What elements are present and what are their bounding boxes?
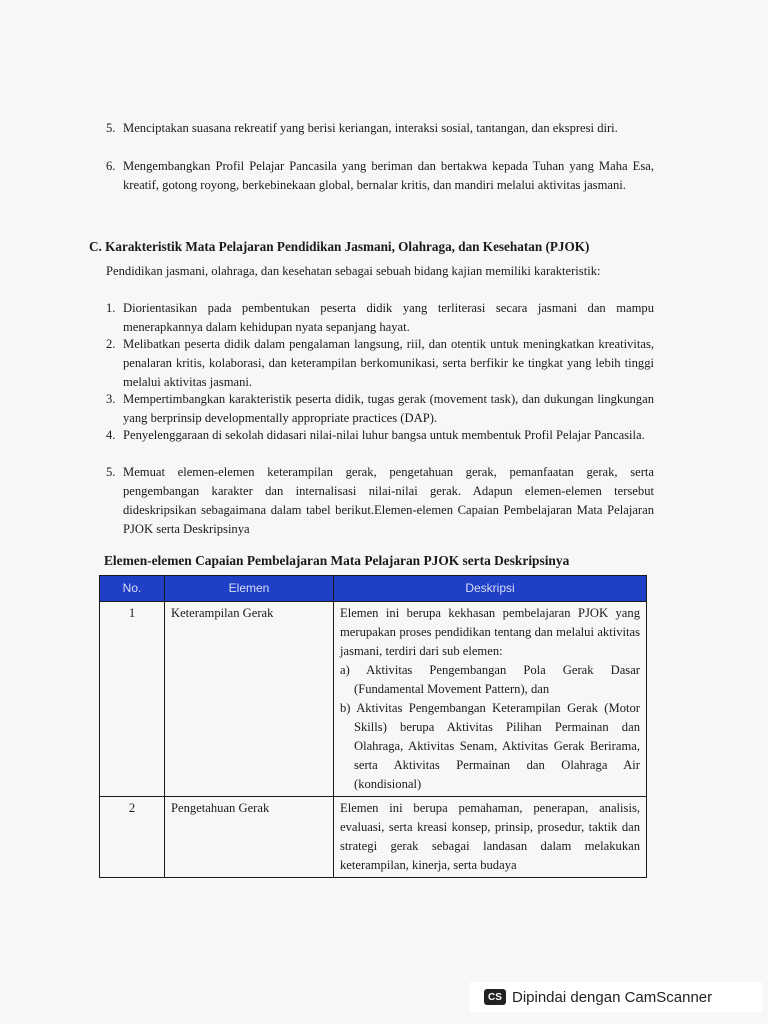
list-item-text: Diorientasikan pada pembentukan peserta didik yang terliterasi secara jasmani dan mampu menerapkannya dalam kehidupan nyata sepanjang hayat. bbox=[123, 301, 654, 334]
row-number: 2 bbox=[100, 797, 165, 878]
list-item-text: Mengembangkan Profil Pelajar Pancasila yang beriman dan bertakwa kepada Tuhan yang Maha Esa, kreatif, gotong royong, berkebinekaan global, bernalar kritis, dan mandiri melalui aktivitas jasmani. bbox=[123, 159, 654, 192]
list-item-number: 1. bbox=[106, 301, 116, 315]
list-item-text: Menciptakan suasana rekreatif yang berisi keriangan, interaksi sosial, tantangan, dan ekspresi diri. bbox=[123, 121, 618, 135]
watermark-label: Dipindai dengan CamScanner bbox=[512, 988, 713, 1006]
header-deskripsi: Deskripsi bbox=[334, 576, 647, 602]
section-intro: Pendidikan jasmani, olahraga, dan kesehatan sebagai sebuah bidang kajian memiliki karakteristik: bbox=[106, 264, 601, 278]
list-item-text: Melibatkan peserta didik dalam pengalaman langsung, riil, dan otentik untuk meningkatkan kreativitas, penalaran kritis, kolaborasi, dan keterampilan berkomunikasi, serta berfikir ke tingkat yang lebih tinggi melalui aktivitas jasmani. bbox=[123, 337, 654, 389]
camscanner-watermark bbox=[470, 982, 762, 1012]
list-item-number: 2. bbox=[106, 337, 116, 351]
row-description: Elemen ini berupa pemahaman, penerapan, analisis, evaluasi, serta kreasi konsep, prinsip, prosedur, taktik dan strategi gerak sebagai landasan dalam melakukan keterampilan, kinerja, serta budaya bbox=[334, 797, 647, 878]
list-item-number: 6. bbox=[106, 159, 116, 173]
list-item-number: 3. bbox=[106, 392, 116, 406]
list-item-number: 5. bbox=[106, 121, 116, 135]
table-row bbox=[100, 602, 647, 797]
table-header-row bbox=[100, 576, 647, 602]
row-description bbox=[334, 602, 647, 797]
list-item-text: Penyelenggaraan di sekolah didasari nilai-nilai luhur bangsa untuk membentuk Profil Pelajar Pancasila. bbox=[123, 428, 645, 442]
elements-table bbox=[99, 575, 647, 878]
row-element: Keterampilan Gerak bbox=[165, 602, 334, 797]
row-number: 1 bbox=[100, 602, 165, 797]
list-item-text: Memuat elemen-elemen keterampilan gerak, pengetahuan gerak, pemanfaatan gerak, serta pengembangan karakter dan internalisasi nilai-nilai gerak. Adapun elemen-elemen tersebut dideskripsikan sebagaimana dalam tabel berikut.Elemen-elemen Capaian Pembelajaran Mata Pelajaran PJOK serta Deskripsinya bbox=[123, 465, 654, 536]
header-no: No. bbox=[100, 576, 165, 602]
list-item-number: 5. bbox=[106, 465, 116, 479]
table-title: Elemen-elemen Capaian Pembelajaran Mata Pelajaran PJOK serta Deskripsinya bbox=[104, 553, 570, 568]
list-item-number: 4. bbox=[106, 428, 116, 442]
description-sub-b: b) Aktivitas Pengembangan Keterampilan Gerak (Motor Skills) berupa Aktivitas Pilihan Permainan dan Olahraga, Aktivitas Senam, Aktivitas Gerak Berirama, serta Aktivitas Permainan dan Olahraga Air (kondisional) bbox=[340, 701, 640, 791]
header-elemen: Elemen bbox=[165, 576, 334, 602]
table-row bbox=[100, 797, 647, 878]
description-intro: Elemen ini berupa kekhasan pembelajaran PJOK yang merupakan proses pendidikan tentang dan melalui aktivitas jasmani, terdiri dari sub elemen: bbox=[340, 606, 640, 658]
row-element: Pengetahuan Gerak bbox=[165, 797, 334, 878]
camscanner-logo-icon: CS bbox=[484, 989, 506, 1005]
list-item-text: Mempertimbangkan karakteristik peserta didik, tugas gerak (movement task), dan dukungan lingkungan yang berprinsip developmentally appropriate practices (DAP). bbox=[123, 392, 654, 425]
description-sub-a: a) Aktivitas Pengembangan Pola Gerak Dasar (Fundamental Movement Pattern), dan bbox=[340, 663, 640, 696]
section-heading: C. Karakteristik Mata Pelajaran Pendidikan Jasmani, Olahraga, dan Kesehatan (PJOK) bbox=[89, 239, 590, 254]
